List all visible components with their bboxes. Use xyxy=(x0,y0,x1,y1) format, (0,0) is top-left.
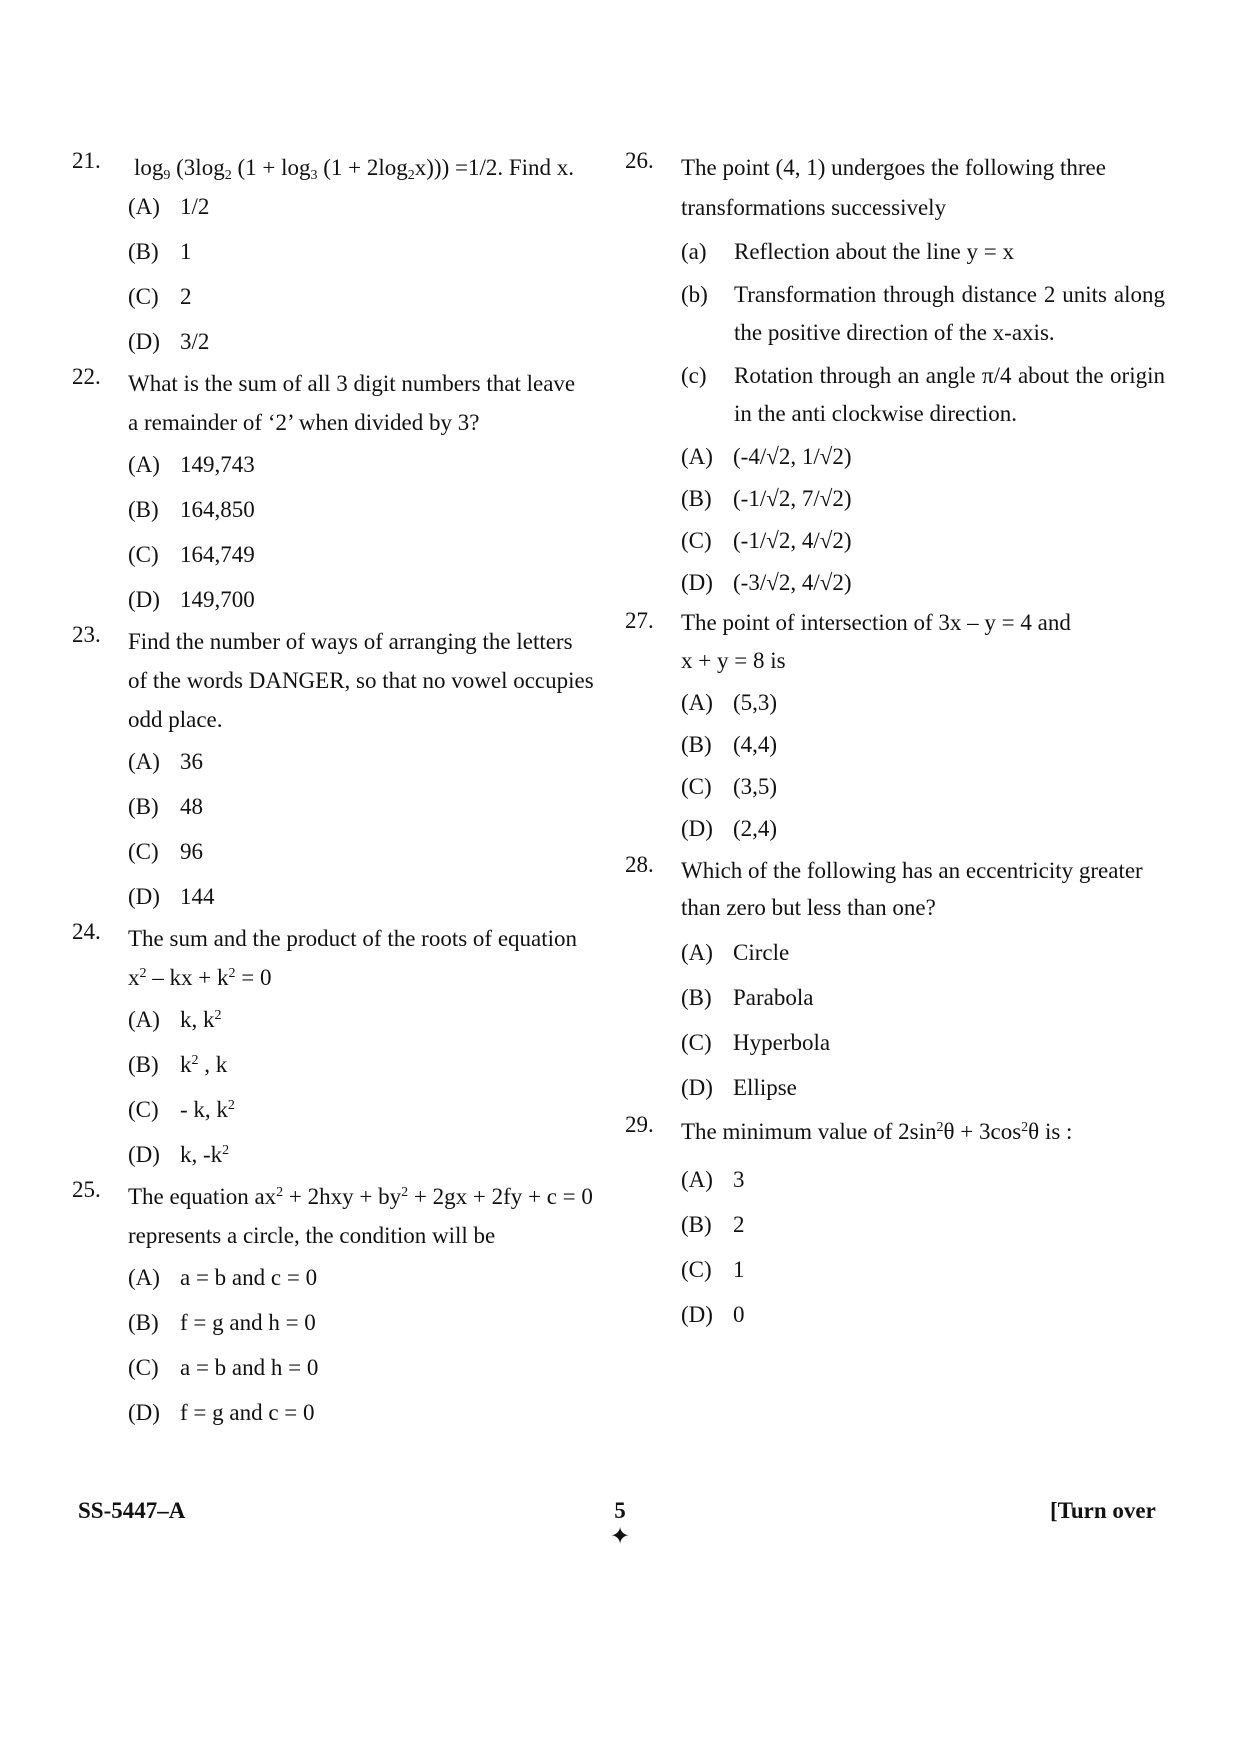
question-number: 24. xyxy=(72,919,101,944)
option-d[interactable]: (D) k, $-k^2$ xyxy=(128,1142,230,1167)
option-d[interactable]: (D) 144 xyxy=(128,884,215,909)
option-b[interactable]: (B) Parabola xyxy=(681,985,814,1010)
option-a[interactable]: (A) 149,743 xyxy=(128,452,255,477)
right-column xyxy=(625,148,1165,1337)
option-list xyxy=(128,1255,612,1435)
question-text: The point (4, 1) undergoes the following three transformations successively xyxy=(681,155,1106,220)
option-list xyxy=(128,997,612,1177)
question-24 xyxy=(72,919,612,1177)
option-list xyxy=(128,184,612,364)
question-28 xyxy=(625,852,1165,1110)
option-a[interactable]: (A) (-4/√2, 1/√2) xyxy=(681,444,852,469)
question-text: The equation $ax^2 + 2hxy + by^2 + 2gx + 2fy + c = 0$ represents a circle, the condition will be xyxy=(128,1177,612,1255)
option-c[interactable]: (C) - k, $k^2$ xyxy=(128,1097,235,1122)
question-text: The minimum value of $2\sin^2\theta + 3\cos^2\theta$ is : xyxy=(681,1119,1073,1144)
option-d[interactable]: (D) f = g and c = 0 xyxy=(128,1400,315,1425)
option-list xyxy=(128,739,612,919)
option-c[interactable]: (C) 1 xyxy=(681,1257,745,1282)
step-c: (c) Rotation through an angle π/4 about the origin in the anti clockwise direction. xyxy=(681,363,1165,426)
option-b[interactable]: (B) f = g and h = 0 xyxy=(128,1310,316,1335)
paper-code: SS-5447–A xyxy=(78,1498,186,1523)
page-number: 5 xyxy=(614,1498,626,1523)
option-b[interactable]: (B) 48 xyxy=(128,794,203,819)
text-part: (3log xyxy=(170,155,225,180)
turn-over-note: [Turn over xyxy=(1050,1498,1156,1523)
question-text: Which of the following has an eccentricity greater than zero but less than one? xyxy=(681,858,1143,920)
question-text: Find the number of ways of arranging the letters of the words DANGER, so that no vowel occupies odd place. xyxy=(128,629,594,732)
option-d[interactable]: (D) 0 xyxy=(681,1302,745,1327)
subscript: 2 xyxy=(407,168,415,183)
question-29 xyxy=(625,1112,1165,1337)
question-text: What is the sum of all 3 digit numbers that leave a remainder of ‘2’ when divided by 3? xyxy=(128,371,576,435)
question-number: 25. xyxy=(72,1177,101,1202)
equation: $x^2$ – kx + $k^2 = 0$ xyxy=(128,965,272,990)
question-number: 29. xyxy=(625,1112,654,1137)
option-a[interactable]: (A) (5,3) xyxy=(681,690,778,715)
question-21 xyxy=(72,148,612,364)
option-b[interactable]: (B) 1 xyxy=(128,239,192,264)
option-d[interactable]: (D) Ellipse xyxy=(681,1075,797,1100)
option-list xyxy=(681,682,1165,850)
option-b[interactable]: (B) $k^2$ , k xyxy=(128,1052,228,1077)
subscript: 3 xyxy=(310,168,318,183)
step-b: (b) Transformation through distance 2 units along the positive direction of the x-axis. xyxy=(681,282,1165,345)
step-a: (a) Reflection about the line y = x xyxy=(681,239,1014,264)
option-c[interactable]: (C) 2 xyxy=(128,284,192,309)
question-number: 27. xyxy=(625,608,654,633)
question-25 xyxy=(72,1177,612,1435)
star-icon: ✦ xyxy=(609,1524,631,1550)
option-c[interactable]: (C) Hyperbola xyxy=(681,1030,831,1055)
question-number: 21. xyxy=(72,148,101,173)
option-b[interactable]: (B) 2 xyxy=(681,1212,745,1237)
text-part: (1 + log xyxy=(231,155,311,180)
question-27 xyxy=(625,604,1165,850)
option-a[interactable]: (A) 36 xyxy=(128,749,203,774)
option-d[interactable]: (D) (2,4) xyxy=(681,816,778,841)
option-b[interactable]: (B) (4,4) xyxy=(681,732,778,757)
question-number: 23. xyxy=(72,622,101,647)
option-list xyxy=(681,1157,1165,1337)
option-a[interactable]: (A) 1/2 xyxy=(128,194,210,219)
option-a[interactable]: (A) Circle xyxy=(681,940,790,965)
option-c[interactable]: (C) (-1/√2, 4/√2) xyxy=(681,528,852,553)
option-c[interactable]: (C) 96 xyxy=(128,839,203,864)
question-number: 26. xyxy=(625,148,654,173)
question-number: 28. xyxy=(625,852,654,877)
question-text: The sum and the product of the roots of equation $x^2$ – kx + $k^2 = 0$ xyxy=(128,919,612,997)
option-a[interactable]: (A) k, $k^2$ xyxy=(128,1007,222,1032)
text-part: x))) =1/2. Find x. xyxy=(414,155,575,180)
text-part: log xyxy=(134,155,164,180)
option-list xyxy=(681,436,1165,604)
option-c[interactable]: (C) a = b and h = 0 xyxy=(128,1355,319,1380)
option-d[interactable]: (D) 3/2 xyxy=(128,329,210,354)
option-a[interactable]: (A) 3 xyxy=(681,1167,745,1192)
option-b[interactable]: (B) (-1/√2, 7/√2) xyxy=(681,486,852,511)
option-list xyxy=(681,930,1165,1110)
subscript: 2 xyxy=(224,168,232,183)
option-list xyxy=(128,442,612,622)
question-text: The point of intersection of 3x – y = 4 and x + y = 8 is xyxy=(681,610,1071,673)
equation: The equation $ax^2 + 2hxy + by^2 + 2gx + 2fy + c = 0$ xyxy=(128,1184,593,1209)
option-d[interactable]: (D) (-3/√2, 4/√2) xyxy=(681,570,852,595)
question-22 xyxy=(72,364,612,622)
option-c[interactable]: (C) (3,5) xyxy=(681,774,778,799)
option-a[interactable]: (A) a = b and c = 0 xyxy=(128,1265,318,1290)
question-number: 22. xyxy=(72,364,101,389)
question-text xyxy=(128,148,612,187)
left-column xyxy=(72,148,612,1435)
option-c[interactable]: (C) 164,749 xyxy=(128,542,255,567)
text-part: (1 + 2log xyxy=(317,155,408,180)
question-26 xyxy=(625,148,1165,604)
option-b[interactable]: (B) 164,850 xyxy=(128,497,255,522)
subscript: 9 xyxy=(163,168,171,183)
option-d[interactable]: (D) 149,700 xyxy=(128,587,255,612)
question-23 xyxy=(72,622,612,919)
